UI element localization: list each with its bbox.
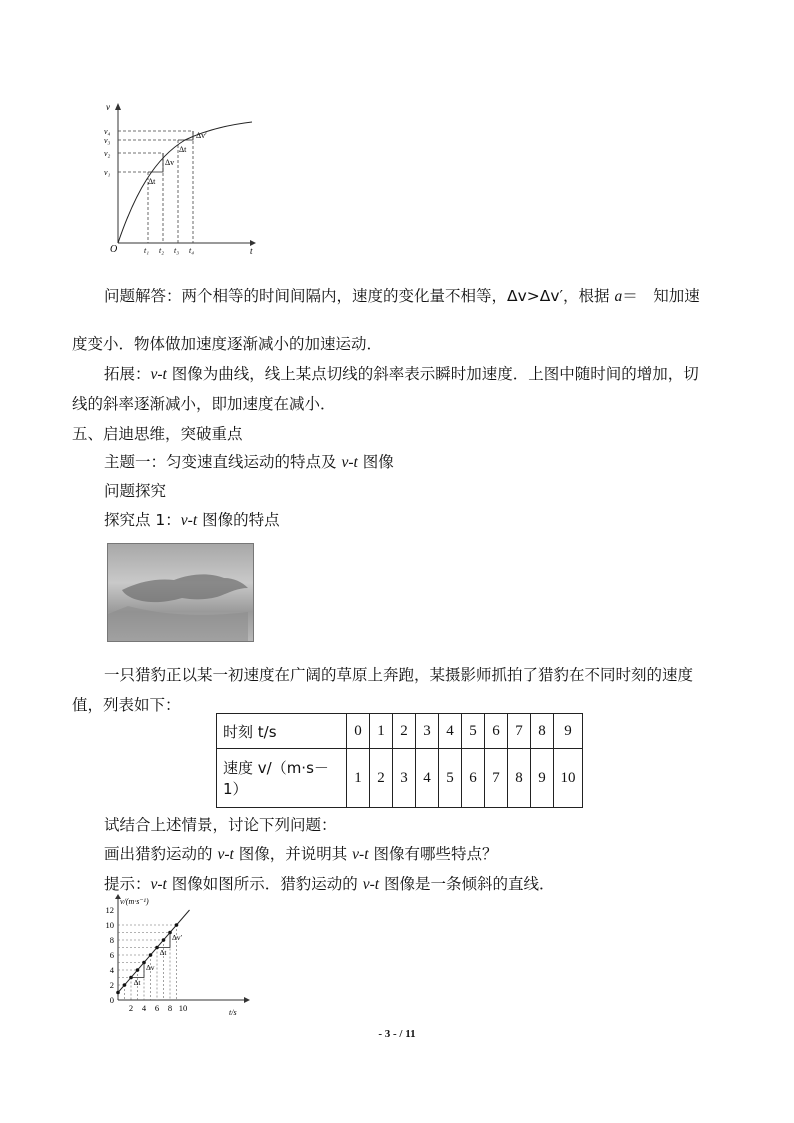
chart-y-tick-0: 0 bbox=[109, 995, 114, 1005]
chart-xlabel: t/s bbox=[229, 1008, 237, 1017]
inquiry-heading: 问题探究 bbox=[104, 482, 167, 500]
cheetah-silhouette bbox=[108, 544, 253, 641]
graph1-v-tick-4: v₄ bbox=[104, 127, 111, 136]
graph1-v-tick-3: v₃ bbox=[104, 136, 111, 145]
graph1-axis-v: v bbox=[106, 102, 110, 112]
prompt-line-2: 画出猎豹运动的 v-t 图像，并说明其 v-t 图像有哪些特点？ bbox=[104, 845, 498, 863]
graph1-t-tick-4: t₄ bbox=[189, 246, 195, 255]
row-label-time: 时刻 t/s bbox=[217, 714, 347, 749]
chart-point-0 bbox=[116, 991, 120, 995]
table-row-speed: 速度 v/（m·s－ 1） 1 2 3 4 5 6 7 8 9 10 bbox=[217, 749, 583, 808]
prompt-line-1: 试结合上述情景，讨论下列问题： bbox=[104, 816, 337, 834]
chart-point-5 bbox=[149, 953, 153, 957]
answer-line-1: 问题解答：两个相等的时间间隔内，速度的变化量不相等，Δv>Δv′，根据 a＝ 知加速 bbox=[104, 287, 700, 305]
graph1-dt1: Δt bbox=[148, 177, 156, 186]
chart-y-tick-10: 10 bbox=[105, 920, 114, 930]
cheetah-vt-chart bbox=[96, 894, 256, 1018]
graph1-v-tick-1: v₁ bbox=[104, 168, 111, 177]
chart-point-9 bbox=[175, 923, 179, 927]
chart-ylabel: v/(m·s⁻¹) bbox=[120, 897, 149, 906]
paragraph-line-2: 值，列表如下： bbox=[72, 696, 181, 714]
graph1-dt2: Δt bbox=[179, 145, 187, 154]
row-label-speed: 速度 v/（m·s－ 1） bbox=[217, 749, 347, 808]
chart-annotation-3: Δv′ bbox=[171, 933, 183, 942]
chart-y-tick-8: 8 bbox=[109, 935, 114, 945]
table-row-time: 时刻 t/s 0 1 2 3 4 5 6 7 8 9 bbox=[217, 714, 583, 749]
chart-y-tick-6: 6 bbox=[109, 950, 114, 960]
chart-point-7 bbox=[162, 938, 166, 942]
chart-annotation-0: Δt bbox=[133, 978, 141, 987]
chart-annotation-2: Δt bbox=[159, 948, 167, 957]
chart-series-line bbox=[118, 910, 190, 993]
chart-x-tick-10: 10 bbox=[178, 1003, 188, 1013]
graph1-t-tick-2: t₂ bbox=[159, 246, 165, 255]
chart-point-3 bbox=[136, 968, 140, 972]
graph1-v-tick-2: v₂ bbox=[104, 149, 111, 158]
paragraph-line-1: 一只猎豹正以某一初速度在广阔的草原上奔跑，某摄影师抓拍了猎豹在不同时刻的速度 bbox=[104, 666, 694, 684]
chart-y-tick-4: 4 bbox=[109, 965, 114, 975]
cheetah-photo bbox=[107, 543, 254, 642]
speed-table bbox=[216, 713, 583, 808]
graph1-dv1: Δv bbox=[165, 158, 175, 167]
curved-vt-graph bbox=[100, 98, 260, 256]
chart-point-1 bbox=[123, 983, 127, 987]
graph1-dv2: Δv′ bbox=[196, 131, 207, 140]
inquiry-point-1: 探究点 1：v-t 图像的特点 bbox=[104, 511, 280, 529]
hint-line: 提示：v-t 图像如图所示．猎豹运动的 v-t 图像是一条倾斜的直线． bbox=[104, 875, 555, 893]
extension-line-2: 线的斜率逐渐减小，即加速度在减小． bbox=[72, 395, 336, 413]
chart-x-tick-4: 4 bbox=[141, 1003, 147, 1013]
chart-y-tick-12: 12 bbox=[105, 905, 114, 915]
graph1-axis-t: t bbox=[250, 246, 253, 256]
chart-x-tick-6: 6 bbox=[154, 1003, 160, 1013]
graph1-origin: O bbox=[110, 244, 118, 255]
chart-y-tick-2: 2 bbox=[109, 980, 114, 990]
chart-x-arrow bbox=[244, 997, 250, 1003]
chart-x-tick-8: 8 bbox=[167, 1003, 173, 1013]
extension-line-1: 拓展：v-t 图像为曲线，线上某点切线的斜率表示瞬时加速度．上图中随时间的增加，切 bbox=[104, 365, 699, 383]
topic-1: 主题一：匀变速直线运动的特点及 v-t 图像 bbox=[104, 453, 394, 471]
section-heading-5: 五、启迪思维，突破重点 bbox=[72, 425, 243, 443]
page-number: - 3 - / 11 bbox=[378, 1028, 416, 1040]
graph1-t-tick-1: t₁ bbox=[144, 246, 150, 255]
answer-line-2: 度变小．物体做加速度逐渐减小的加速运动． bbox=[72, 335, 383, 353]
chart-x-tick-2: 2 bbox=[128, 1003, 134, 1013]
graph1-t-tick-3: t₃ bbox=[174, 246, 180, 255]
chart-annotation-1: Δv bbox=[145, 963, 155, 972]
